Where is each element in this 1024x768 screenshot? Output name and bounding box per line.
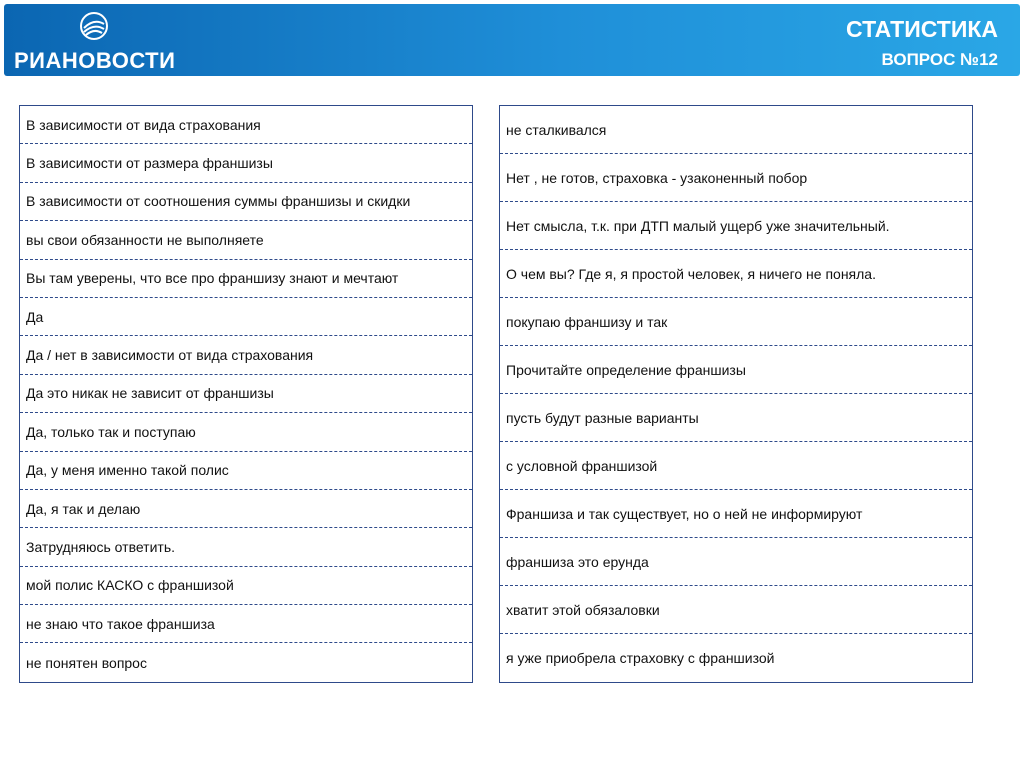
list-item: Нет , не готов, страховка - узаконенный побор [500,154,972,202]
list-item: Вы там уверены, что все про франшизу знают и мечтают [20,260,472,298]
list-item: не сталкивался [500,106,972,154]
list-item: Да [20,298,472,336]
list-item: О чем вы? Где я, я простой человек, я ничего не поняла. [500,250,972,298]
header-banner [4,4,1020,76]
list-item: В зависимости от соотношения суммы франшизы и скидки [20,183,472,221]
answers-table-left [19,105,473,683]
list-item: покупаю франшизу и так [500,298,972,346]
list-item: не знаю что такое франшиза [20,605,472,643]
ria-logo-icon [80,12,108,40]
logo-text: РИАНОВОСТИ [14,48,176,73]
list-item: мой полис КАСКО с франшизой [20,567,472,605]
list-item: В зависимости от вида страхования [20,106,472,144]
list-item: Франшиза и так существует, но о ней не информируют [500,490,972,538]
list-item: Прочитайте определение франшизы [500,346,972,394]
list-item: Затрудняюсь ответить. [20,528,472,566]
list-item: Да, только так и поступаю [20,413,472,451]
list-item: с условной франшизой [500,442,972,490]
list-item: Да / нет в зависимости от вида страхования [20,336,472,374]
list-item: я уже приобрела страховку с франшизой [506,650,775,666]
answers-table-right [499,105,973,683]
list-item: Да, я так и делаю [20,490,472,528]
list-item: хватит этой обязаловки [500,586,972,634]
page-subtitle: ВОПРОС №12 [881,50,998,69]
list-item: франшиза это ерунда [500,538,972,586]
list-item: Да, у меня именно такой полис [20,452,472,490]
list-item: пусть будут разные варианты [500,394,972,442]
list-item: Да это никак не зависит от франшизы [20,375,472,413]
list-item: не понятен вопрос [26,654,147,671]
page-title: СТАТИСТИКА [846,16,998,42]
list-item: вы свои обязанности не выполняете [20,221,472,259]
list-item: В зависимости от размера франшизы [20,144,472,182]
list-item: Нет смысла, т.к. при ДТП малый ущерб уже значительный. [500,202,972,250]
